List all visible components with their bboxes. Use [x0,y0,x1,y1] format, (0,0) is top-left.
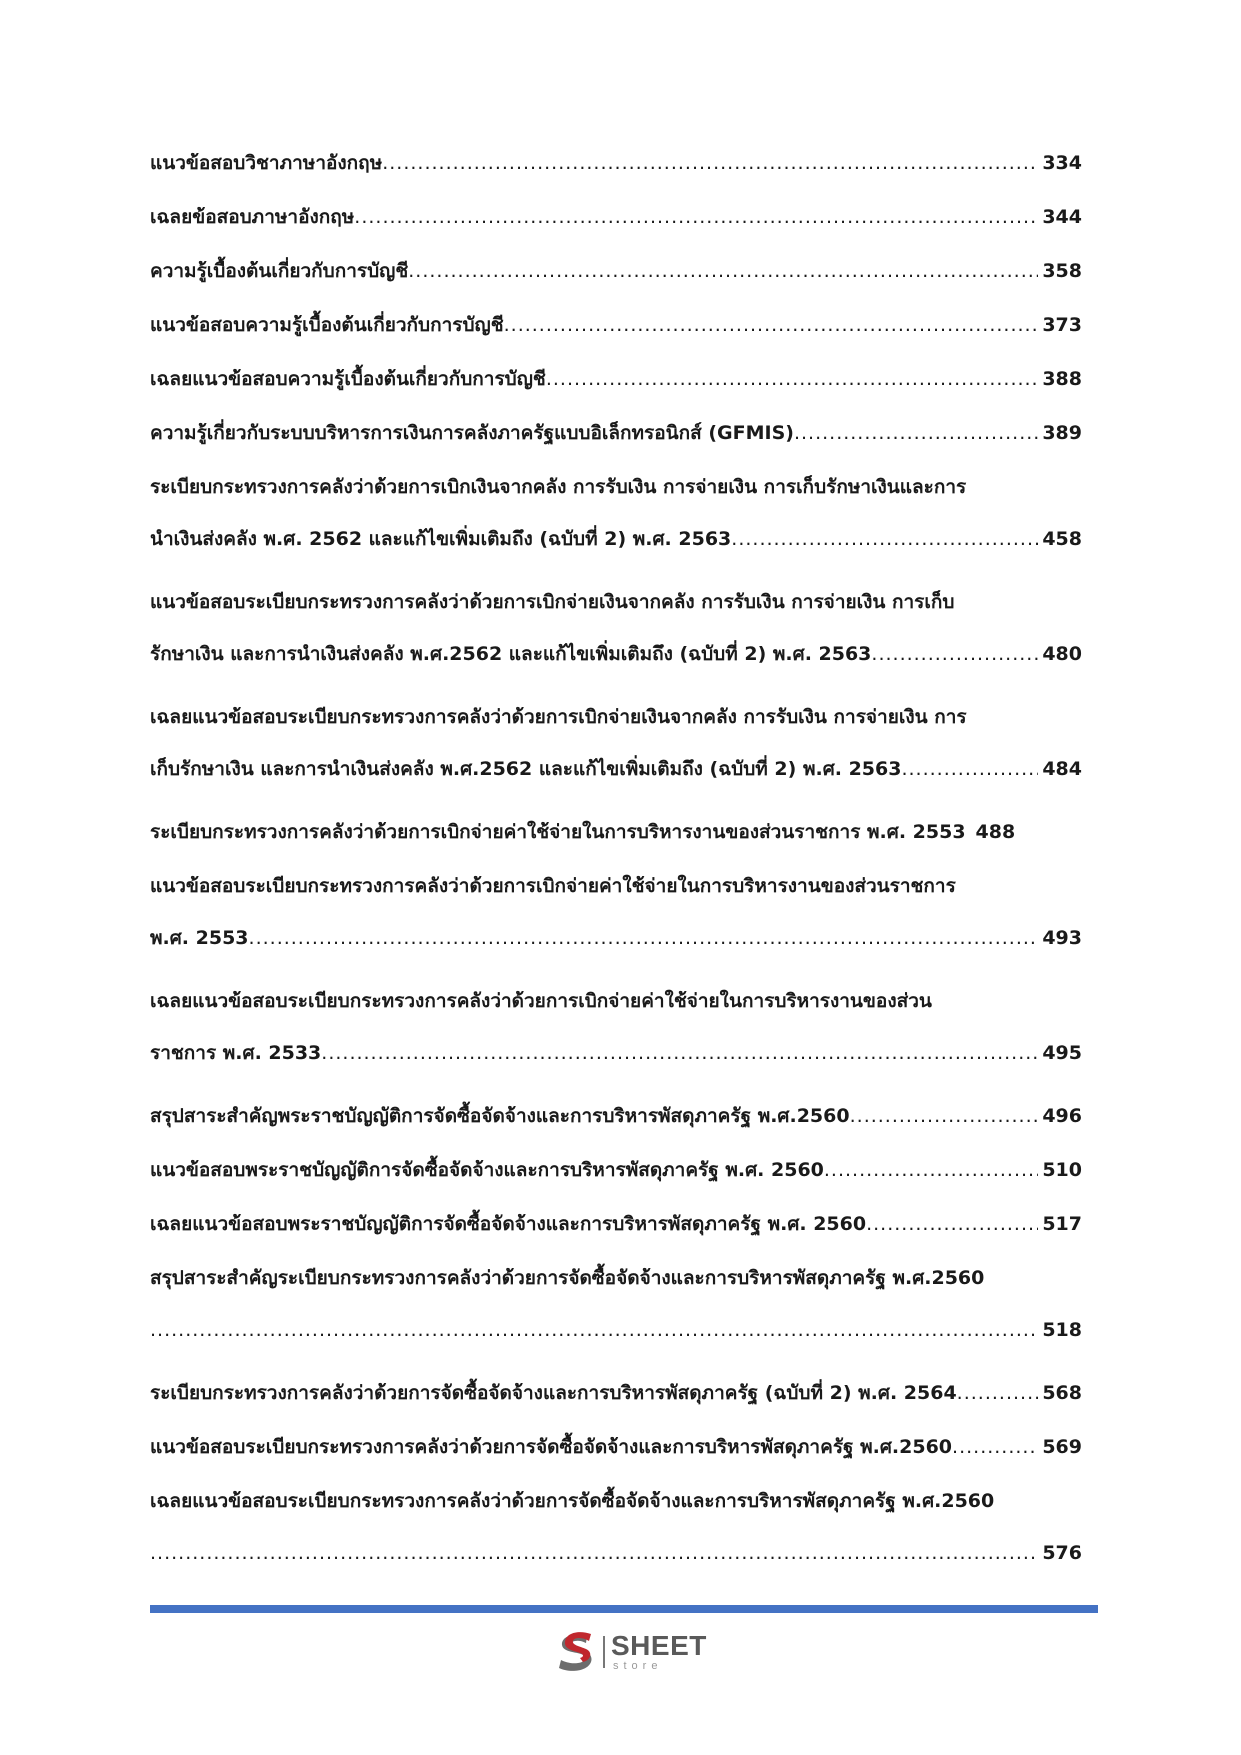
sheet-store-logo [553,1630,723,1676]
toc-page-number: 510 [1042,1159,1082,1181]
dot-leader [408,256,1038,286]
dot-leader [871,639,1038,669]
toc-entry-line [150,817,1082,847]
toc-entry-title: แนวข้อสอบระเบียบกระทรวงการคลังว่าด้วยการจัดซื้อจัดจ้างและการบริหารพัสดุภาครัฐ พ.ศ.2560 [150,1436,953,1458]
logo-wordmark: SHEET [611,1630,707,1661]
toc-entry-line [150,202,1082,232]
toc-entry-line [150,364,1082,394]
sheet-store-s-icon [553,1630,599,1676]
dot-leader [150,1538,1038,1568]
toc-entry-title: ระเบียบกระทรวงการคลังว่าด้วยการเบิกเงินจากคลัง การรับเงิน การจ่ายเงิน การเก็บรักษาเงินและการ [150,476,967,498]
toc-entry-title: เก็บรักษาเงิน และการนำเงินส่งคลัง พ.ศ.2562 และแก้ไขเพิ่มเติมถึง (ฉบับที่ 2) พ.ศ. 2563 [150,758,902,780]
toc-entry[interactable] [150,986,1082,1068]
toc-entry-line [150,986,1082,1016]
dot-leader [952,1432,1038,1462]
toc-entry-title: ระเบียบกระทรวงการคลังว่าด้วยการจัดซื้อจัดจ้างและการบริหารพัสดุภาครัฐ (ฉบับที่ 2) พ.ศ. 2564 [150,1382,957,1404]
toc-entry-line [150,1263,1082,1293]
toc-entry-line [150,1378,1082,1408]
toc-page-number: 458 [1042,528,1082,550]
toc-page-number: 576 [1042,1542,1082,1564]
dot-leader [249,923,1039,953]
toc-entry-title: แนวข้อสอบระเบียบกระทรวงการคลังว่าด้วยการเบิกจ่ายค่าใช้จ่ายในการบริหารงานของส่วนราชการ [150,875,956,897]
toc-entry[interactable] [150,1486,1082,1568]
toc-entry-title: สรุปสาระสำคัญพระราชบัญญัติการจัดซื้อจัดจ้างและการบริหารพัสดุภาครัฐ พ.ศ.2560 [150,1105,850,1127]
toc-page-number: 389 [1042,422,1082,444]
toc-entry-title: ความรู้เบื้องต้นเกี่ยวกับการบัญชี [150,260,409,282]
toc-entry[interactable] [150,1209,1082,1239]
toc-page-number: 568 [1042,1382,1082,1404]
dot-leader [731,524,1038,554]
logo-divider [603,1636,605,1668]
toc-page-number: 344 [1042,206,1082,228]
toc-entry-line [150,587,1082,617]
toc-entry[interactable] [150,364,1082,394]
toc-entry-title: ระเบียบกระทรวงการคลังว่าด้วยการเบิกจ่ายค่าใช้จ่ายในการบริหารงานของส่วนราชการ พ.ศ. 2553 [150,821,966,843]
toc-entry-title: รักษาเงิน และการนำเงินส่งคลัง พ.ศ.2562 และแก้ไขเพิ่มเติมถึง (ฉบับที่ 2) พ.ศ. 2563 [150,643,872,665]
toc-page-number: 480 [1042,643,1082,665]
toc-entry-title: ราชการ พ.ศ. 2533 [150,1042,322,1064]
toc-entry-line [150,1486,1082,1516]
toc-entry[interactable] [150,1101,1082,1131]
toc-entry-title: ความรู้เกี่ยวกับระบบบริหารการเงินการคลังภาครัฐแบบอิเล็กทรอนิกส์ (GFMIS) [150,422,794,444]
toc-entry-line [150,1315,1082,1345]
table-of-contents [150,148,1082,1601]
toc-entry-line [150,1538,1082,1568]
toc-page-number: 488 [975,821,1016,843]
toc-entry[interactable] [150,702,1082,784]
toc-entry-title: เฉลยแนวข้อสอบระเบียบกระทรวงการคลังว่าด้วยการเบิกจ่ายเงินจากคลัง การรับเงิน การจ่ายเงิน การ [150,706,967,728]
toc-page-number: 358 [1042,260,1082,282]
dot-leader [546,364,1039,394]
toc-entry-line [150,1038,1082,1068]
toc-entry[interactable] [150,310,1082,340]
toc-entry-title: เฉลยข้อสอบภาษาอังกฤษ [150,206,355,228]
toc-entry-title: นำเงินส่งคลัง พ.ศ. 2562 และแก้ไขเพิ่มเติมถึง (ฉบับที่ 2) พ.ศ. 2563 [150,528,732,550]
toc-entry-line [150,524,1082,554]
dot-leader [794,418,1038,448]
dot-leader [382,148,1038,178]
dot-leader [866,1209,1038,1239]
footer-rule [150,1605,1098,1613]
toc-entry[interactable] [150,817,1082,847]
toc-entry-title: แนวข้อสอบพระราชบัญญัติการจัดซื้อจัดจ้างและการบริหารพัสดุภาครัฐ พ.ศ. 2560 [150,1159,824,1181]
toc-entry[interactable] [150,202,1082,232]
toc-entry-line [150,639,1082,669]
toc-entry[interactable] [150,472,1082,554]
toc-entry-line [150,1155,1082,1185]
toc-entry-title: เฉลยแนวข้อสอบระเบียบกระทรวงการคลังว่าด้วยการเบิกจ่ายค่าใช้จ่ายในการบริหารงานของส่วน [150,990,932,1012]
dot-leader [850,1101,1039,1131]
toc-entry-line [150,148,1082,178]
toc-entry[interactable] [150,1378,1082,1408]
toc-entry-line [150,1432,1082,1462]
toc-entry-line [150,754,1082,784]
toc-entry-line [150,1209,1082,1239]
toc-entry[interactable] [150,418,1082,448]
toc-entry-line [150,1101,1082,1131]
toc-page-number: 388 [1042,368,1082,390]
logo-subtext: store [613,1660,663,1672]
toc-page-number: 496 [1042,1105,1082,1127]
toc-entry-line [150,418,1082,448]
toc-entry[interactable] [150,587,1082,669]
toc-entry-line [150,256,1082,286]
toc-entry-title: เฉลยแนวข้อสอบระเบียบกระทรวงการคลังว่าด้วยการจัดซื้อจัดจ้างและการบริหารพัสดุภาครัฐ พ.ศ.2560 [150,1490,995,1512]
toc-entry-title: แนวข้อสอบความรู้เบื้องต้นเกี่ยวกับการบัญชี [150,314,504,336]
toc-entry-line [150,923,1082,953]
toc-page-number: 373 [1042,314,1082,336]
dot-leader [150,1315,1038,1345]
toc-page-number: 518 [1042,1319,1082,1341]
dot-leader [957,1378,1039,1408]
toc-entry[interactable] [150,256,1082,286]
toc-entry-title: สรุปสาระสำคัญระเบียบกระทรวงการคลังว่าด้วยการจัดซื้อจัดจ้างและการบริหารพัสดุภาครัฐ พ.ศ.2560 [150,1267,985,1289]
toc-page-number: 517 [1042,1213,1082,1235]
toc-entry-title: พ.ศ. 2553 [150,927,249,949]
toc-page-number: 569 [1042,1436,1082,1458]
dot-leader [824,1155,1038,1185]
toc-page-number: 493 [1042,927,1082,949]
dot-leader [354,202,1038,232]
dot-leader [321,1038,1038,1068]
toc-entry-title: เฉลยแนวข้อสอบพระราชบัญญัติการจัดซื้อจัดจ้างและการบริหารพัสดุภาครัฐ พ.ศ. 2560 [150,1213,867,1235]
toc-entry[interactable] [150,1263,1082,1345]
toc-entry-title: เฉลยแนวข้อสอบความรู้เบื้องต้นเกี่ยวกับการบัญชี [150,368,546,390]
toc-entry-line [150,702,1082,732]
toc-entry-title: แนวข้อสอบวิชาภาษาอังกฤษ [150,152,383,174]
toc-entry[interactable] [150,148,1082,178]
toc-page-number: 495 [1042,1042,1082,1064]
toc-entry-line [150,472,1082,502]
toc-entry-title: แนวข้อสอบระเบียบกระทรวงการคลังว่าด้วยการเบิกจ่ายเงินจากคลัง การรับเงิน การจ่ายเงิน การเก็บ [150,591,955,613]
dot-leader [901,754,1038,784]
toc-page-number: 484 [1042,758,1082,780]
toc-entry-line [150,871,1082,901]
toc-entry[interactable] [150,871,1082,953]
dot-leader [504,310,1039,340]
toc-entry-line [150,310,1082,340]
toc-entry[interactable] [150,1432,1082,1462]
toc-page-number: 334 [1042,152,1082,174]
toc-entry[interactable] [150,1155,1082,1185]
